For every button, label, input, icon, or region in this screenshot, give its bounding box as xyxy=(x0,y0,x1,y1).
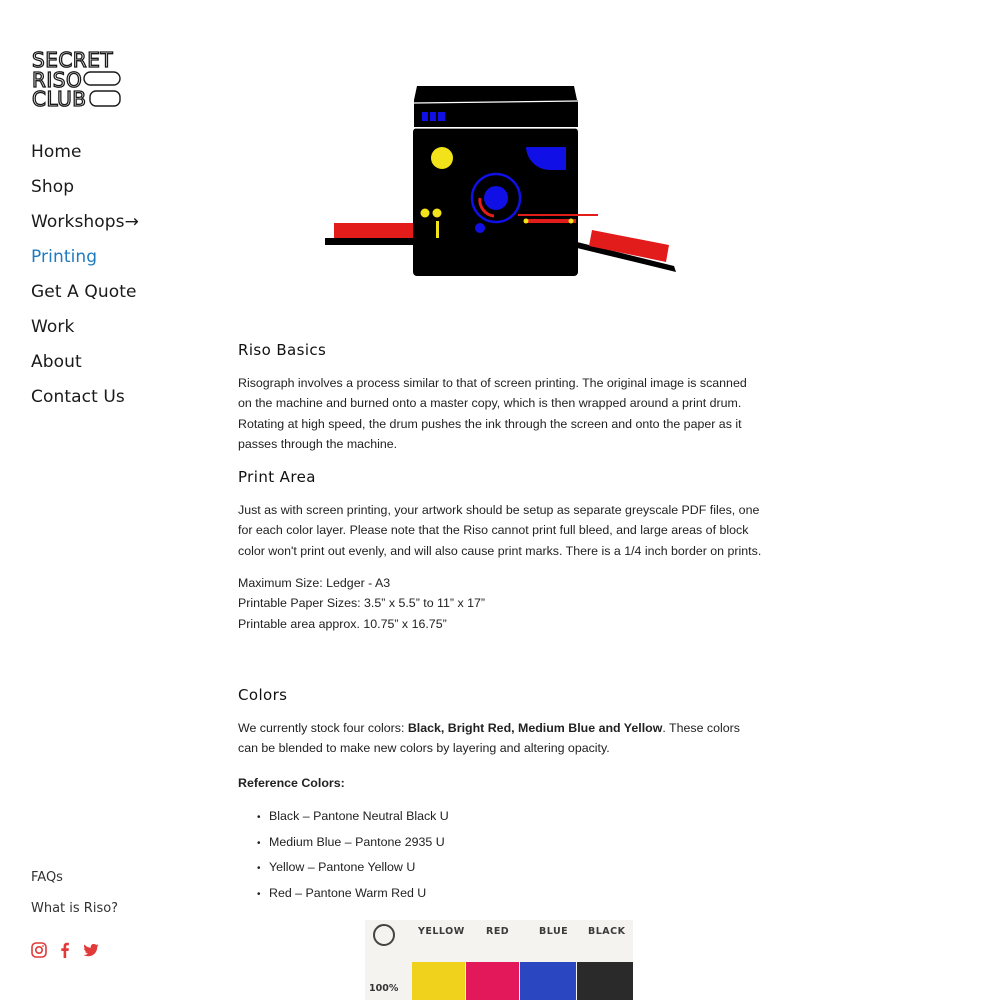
nav-workshops[interactable]: Workshops→ xyxy=(31,212,139,232)
footer-link-faqs[interactable]: FAQs xyxy=(31,870,63,885)
logo-line-club: CLUB xyxy=(32,87,87,108)
logo-line-riso: RISO xyxy=(32,68,83,92)
registration-circle-icon xyxy=(373,924,395,946)
nav-home[interactable]: Home xyxy=(31,142,82,162)
logo-b-shape xyxy=(90,91,120,106)
color-swatch-sample-image xyxy=(365,920,633,1000)
colors-intro-bold: Black, Bright Red, Medium Blue and Yellow xyxy=(407,720,663,735)
swatch-red-block xyxy=(466,962,519,1000)
colors-intro-start: We currently stock four colors: xyxy=(238,720,408,735)
print-area-text: Just as with screen printing, your artwork should be setup as separate greyscale PDF files, one for each color layer. Please note that the Riso cannot print full bleed, and large areas of block color won't print out evenly, and will also cause print marks. There is a 1/4 inch border on prints. xyxy=(238,503,762,558)
reference-colors-label: Reference Colors: xyxy=(238,775,345,790)
list-item: • Red – Pantone Warm Red U xyxy=(257,885,427,900)
reference-black: Black – Pantone Neutral Black U xyxy=(269,808,449,823)
twitter-icon[interactable] xyxy=(83,942,99,958)
section-title-print-area: Print Area xyxy=(238,468,316,487)
swatch-yellow-block xyxy=(412,962,465,1000)
reference-medium-blue: Medium Blue – Pantone 2935 U xyxy=(269,834,445,849)
swatch-row-label: 100% xyxy=(369,983,399,994)
swatch-header-black: BLACK xyxy=(588,926,626,937)
riso-machine-illustration xyxy=(322,82,680,282)
secret-riso-club-logo xyxy=(32,50,124,108)
colors-intro-text xyxy=(238,718,763,759)
instagram-icon[interactable] xyxy=(31,942,47,958)
facebook-icon[interactable] xyxy=(57,942,73,958)
swatch-black-block xyxy=(577,962,633,1000)
swatch-header-blue: BLUE xyxy=(539,926,569,937)
list-item: • Black – Pantone Neutral Black U xyxy=(257,808,449,823)
main-navigation xyxy=(31,140,139,420)
spec-paper-sizes: Printable Paper Sizes: 3.5” x 5.5” to 11” x 17” xyxy=(238,596,486,611)
section-title-colors: Colors xyxy=(238,685,288,704)
nav-contact-us[interactable]: Contact Us xyxy=(31,387,125,407)
swatch-header-yellow: YELLOW xyxy=(418,926,465,937)
sidebar-footer-links xyxy=(31,868,118,930)
spec-max-size: Maximum Size: Ledger - A3 xyxy=(238,576,391,591)
footer-link-what-is-riso[interactable]: What is Riso? xyxy=(31,901,119,916)
print-specs xyxy=(238,573,763,634)
nav-about[interactable]: About xyxy=(31,352,82,372)
section-title-riso-basics: Riso Basics xyxy=(238,341,327,359)
swatch-header-red: RED xyxy=(486,926,510,937)
reference-yellow: Yellow – Pantone Yellow U xyxy=(269,860,416,875)
reference-colors-list xyxy=(257,806,763,909)
riso-basics-text: Risograph involves a process similar to that of screen printing. The original image is scanned on the machine and burned onto a master copy, which is then wrapped around a print drum. Rotating at high speed, the drum pushes the ink through the screen and onto the paper as it passes through the machine. xyxy=(238,376,747,451)
list-item: • Yellow – Pantone Yellow U xyxy=(257,860,416,875)
social-links xyxy=(31,942,99,958)
site-logo[interactable] xyxy=(32,50,124,108)
nav-printing[interactable]: Printing xyxy=(31,247,98,267)
swatch-blue-block xyxy=(520,962,576,1000)
logo-loop-shape xyxy=(84,72,120,85)
nav-get-a-quote[interactable]: Get A Quote xyxy=(31,282,137,302)
spec-printable-area: Printable area approx. 10.75” x 16.75” xyxy=(238,616,447,631)
nav-shop[interactable]: Shop xyxy=(31,177,75,197)
logo-line-secret: SECRET xyxy=(32,50,114,72)
reference-red: Red – Pantone Warm Red U xyxy=(269,885,427,900)
colors-intro-end: . These colors can be blended to make new colors by layering and altering opacity. xyxy=(238,720,740,756)
list-item: • Medium Blue – Pantone 2935 U xyxy=(257,834,445,849)
printing-content xyxy=(238,338,763,909)
nav-work[interactable]: Work xyxy=(31,317,75,337)
